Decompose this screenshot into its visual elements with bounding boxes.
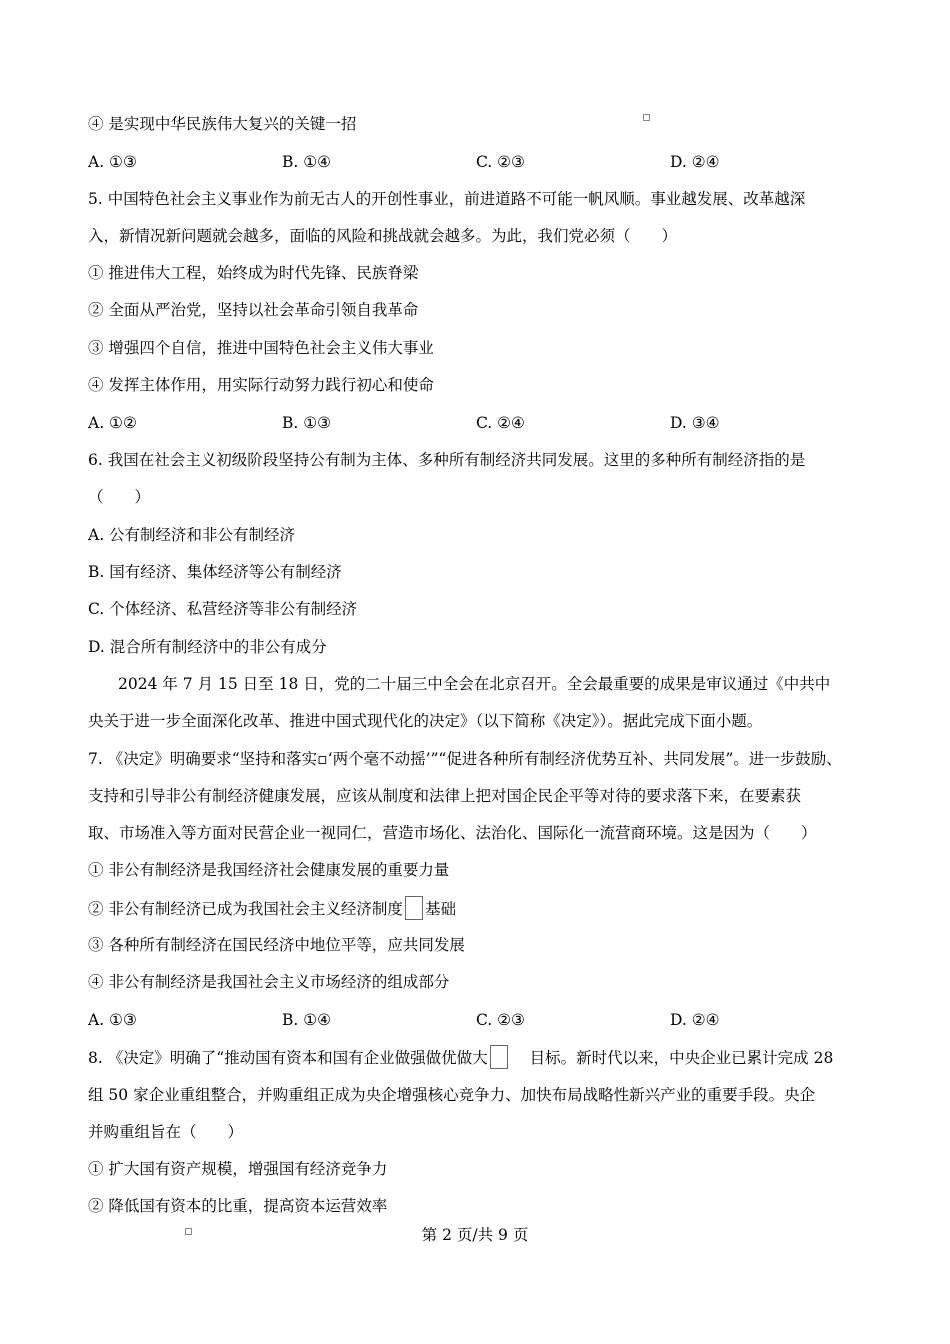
q6-option-c: C. 个体经济、私营经济等非公有制经济	[88, 600, 358, 618]
material-line1: 2024 年 7 月 15 日至 18 日，党的二十届三中全会在北京召开。全会最重要的成果是审议通过《中共中	[118, 675, 831, 693]
q5-option-b: B. ①③	[282, 414, 332, 432]
q7-item-3: ③ 各种所有制经济在国民经济中地位平等，应共同发展	[88, 936, 465, 954]
q7-item-2-tail: 基础	[424, 900, 456, 918]
q7-option-a: A. ①③	[88, 1011, 137, 1029]
q4-item-4: ④ 是实现中华民族伟大复兴的关键一招	[88, 115, 357, 133]
q6-stem-line2: （ ）	[88, 488, 151, 506]
q8-stem-line1-tail: 目标。新时代以来，中央企业已累计完成 28	[529, 1049, 834, 1067]
q4-option-b: B. ①④	[282, 153, 332, 171]
q7-stem-line1: 7. 《决定》明确要求“坚持和落实▫‘两个毫不动摇’”“促进各种所有制经济优势互补、共同发展”。进一步鼓励、	[88, 750, 842, 768]
q8-item-2: ② 降低国有资本的比重，提高资本运营效率	[88, 1197, 388, 1215]
q5-option-c: C. ②④	[476, 414, 525, 432]
blank-box	[405, 896, 423, 920]
q7-options	[88, 1010, 828, 1030]
q7-option-c: C. ②③	[476, 1011, 525, 1029]
q7-item-4: ④ 非公有制经济是我国社会主义市场经济的组成部分	[88, 973, 450, 991]
q7-option-d: D. ②④	[670, 1011, 720, 1029]
q6-option-d: D. 混合所有制经济中的非公有成分	[88, 638, 327, 656]
q6-stem-line1: 6. 我国在社会主义初级阶段坚持公有制为主体、多种所有制经济共同发展。这里的多种所有制经济指的是	[88, 451, 806, 469]
blank-box	[490, 1045, 508, 1069]
q6-option-a: A. 公有制经济和非公有制经济	[88, 526, 296, 544]
q8-stem-line2: 组 50 家企业重组整合，并购重组正成为央企增强核心竞争力、加快布局战略性新兴产业的重要手段。央企	[88, 1086, 816, 1104]
q7-option-b: B. ①④	[282, 1011, 332, 1029]
q5-stem-line1: 5. 中国特色社会主义事业作为前无古人的开创性事业，前进道路不可能一帆风顺。事业越发展、改革越深	[88, 190, 806, 208]
q8-stem-line1	[88, 1047, 833, 1071]
q5-item-1: ① 推进伟大工程，始终成为时代先锋、民族脊梁	[88, 264, 419, 282]
q5-stem-line2: 入，新情况新问题就会越多，面临的风险和挑战就会越多。为此，我们党必须（ ）	[88, 227, 678, 245]
q5-item-3: ③ 增强四个自信，推进中国特色社会主义伟大事业	[88, 339, 434, 357]
q8-stem-line1-text: 8. 《决定》明确了“推动国有资本和国有企业做强做优做大	[88, 1049, 488, 1067]
q7-item-2	[88, 898, 456, 922]
q7-stem-line2: 支持和引导非公有制经济健康发展，应该从制度和法律上把对国企民企平等对待的要求落下来，在要素获	[88, 787, 802, 805]
q4-option-a: A. ①③	[88, 153, 137, 171]
artifact-mark	[643, 114, 650, 121]
q8-item-1: ① 扩大国有资产规模，增强国有经济竞争力	[88, 1160, 388, 1178]
material-line2: 央关于进一步全面深化改革、推进中国式现代化的决定》（以下简称《决定》）。据此完成下面小题。	[88, 712, 763, 730]
q4-option-c: C. ②③	[476, 153, 525, 171]
q4-options	[88, 152, 828, 172]
q5-item-2: ② 全面从严治党，坚持以社会革命引领自我革命	[88, 301, 419, 319]
q7-stem-line3: 取、市场准入等方面对民营企业一视同仁，营造市场化、法治化、国际化一流营商环境。这是因为（ ）	[88, 824, 817, 842]
q7-item-1: ① 非公有制经济是我国经济社会健康发展的重要力量	[88, 861, 450, 879]
page-footer: 第 2 页/共 9 页	[421, 1226, 529, 1244]
q5-option-a: A. ①②	[88, 414, 137, 432]
q8-stem-line3: 并购重组旨在（ ）	[88, 1123, 244, 1141]
q5-options	[88, 413, 828, 433]
q6-option-b: B. 国有经济、集体经济等公有制经济	[88, 563, 342, 581]
q5-option-d: D. ③④	[670, 414, 720, 432]
q7-item-2-text: ② 非公有制经济已成为我国社会主义经济制度	[88, 900, 403, 918]
q4-option-d: D. ②④	[670, 153, 720, 171]
q5-item-4: ④ 发挥主体作用，用实际行动努力践行初心和使命	[88, 376, 434, 394]
